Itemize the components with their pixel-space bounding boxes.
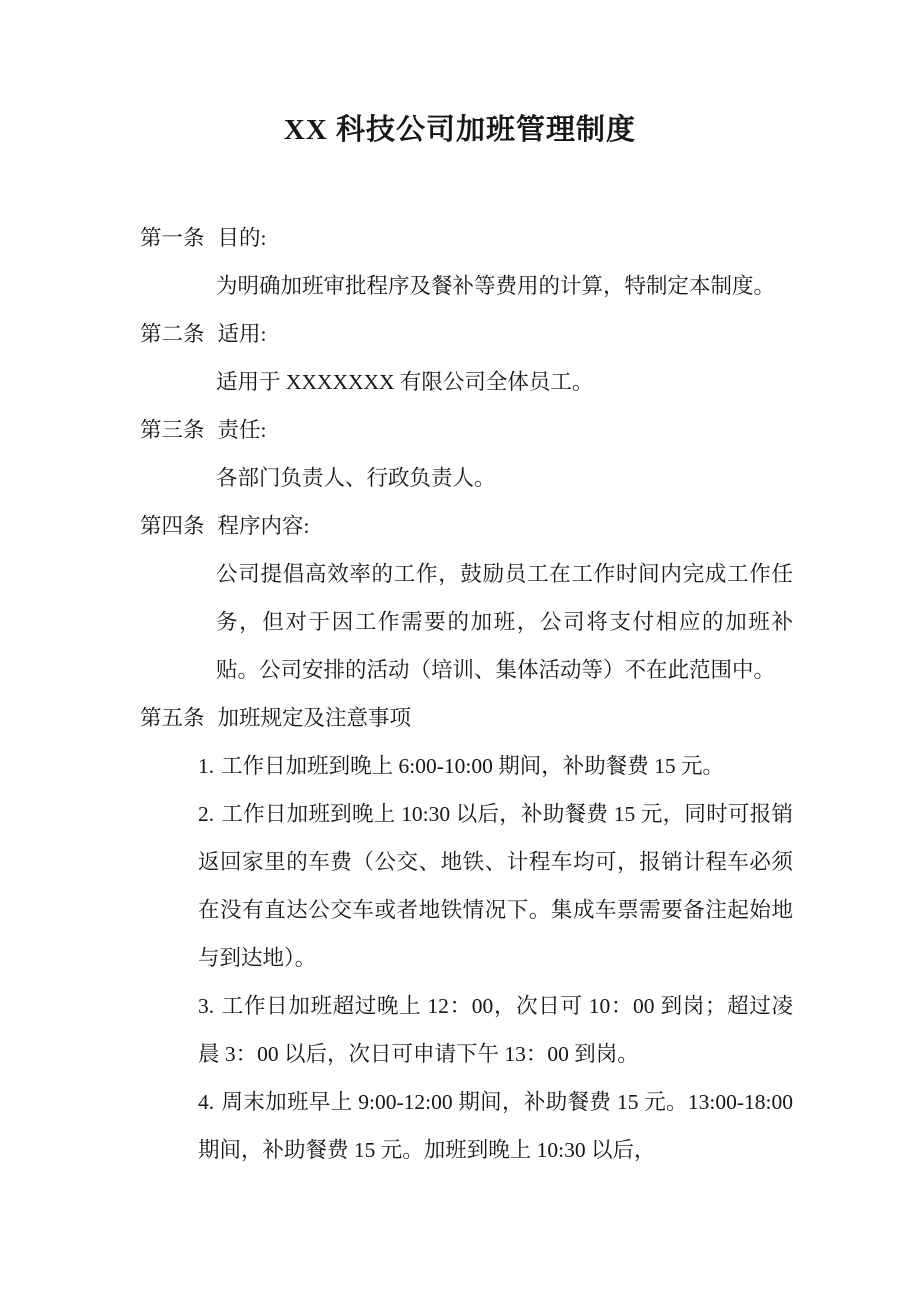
article-paragraph: 各部门负责人、行政负责人。 (216, 466, 496, 490)
article-label: 第四条 (140, 514, 205, 538)
document-title: XX 科技公司加班管理制度 (283, 114, 637, 146)
article-paragraph: 为明确加班审批程序及餐补等费用的计算，特制定本制度。 (216, 274, 776, 298)
article (140, 310, 793, 406)
article-paragraph: 适用于 XXXXXXX 有限公司全体员工。 (216, 370, 594, 394)
item-number: 3. (198, 994, 215, 1018)
item-number: 4. (198, 1090, 215, 1114)
article-paragraph: 公司提倡高效率的工作，鼓励员工在工作时间内完成工作任务，但对于因工作需要的加班，公司将支付相应的加班补贴。公司安排的活动（培训、集体活动等）不在此范围中。 (216, 562, 793, 682)
article-heading: 程序内容: (217, 514, 310, 538)
article (140, 406, 793, 502)
article-heading: 加班规定及注意事项 (217, 706, 412, 730)
item-number: 1. (198, 754, 215, 778)
article-heading: 适用: (217, 322, 267, 346)
article-label: 第五条 (140, 706, 205, 730)
article-label: 第三条 (140, 418, 205, 442)
article-heading-row (140, 694, 793, 742)
article-heading: 责任: (217, 418, 267, 442)
article-heading-row (140, 310, 793, 358)
article-label: 第一条 (140, 226, 205, 250)
item-number: 2. (198, 802, 215, 826)
numbered-item: 3. 工作日加班超过晚上 12：00，次日可 10：00 到岗；超过凌晨 3：00 以后，次日可申请下午 13：00 到岗。 (198, 994, 793, 1066)
article-heading-row (140, 406, 793, 454)
article (140, 502, 793, 694)
numbered-item: 4. 周末加班早上 9:00-12:00 期间，补助餐费 15 元。13:00-18:00 期间，补助餐费 15 元。加班到晚上 10:30 以后， (198, 1090, 793, 1162)
article (140, 694, 793, 1174)
article (140, 214, 793, 310)
document-body (140, 214, 793, 1174)
numbered-item: 2. 工作日加班到晚上 10:30 以后，补助餐费 15 元，同时可报销返回家里的车费（公交、地铁、计程车均可，报销计程车必须在没有直达公交车或者地铁情况下。集成车票需要备注起始地与到达地）。 (198, 802, 793, 970)
article-heading-row (140, 214, 793, 262)
article-heading-row (140, 502, 793, 550)
numbered-item: 1. 工作日加班到晚上 6:00-10:00 期间，补助餐费 15 元。 (198, 754, 724, 778)
article-heading: 目的: (217, 226, 267, 250)
article-label: 第二条 (140, 322, 205, 346)
